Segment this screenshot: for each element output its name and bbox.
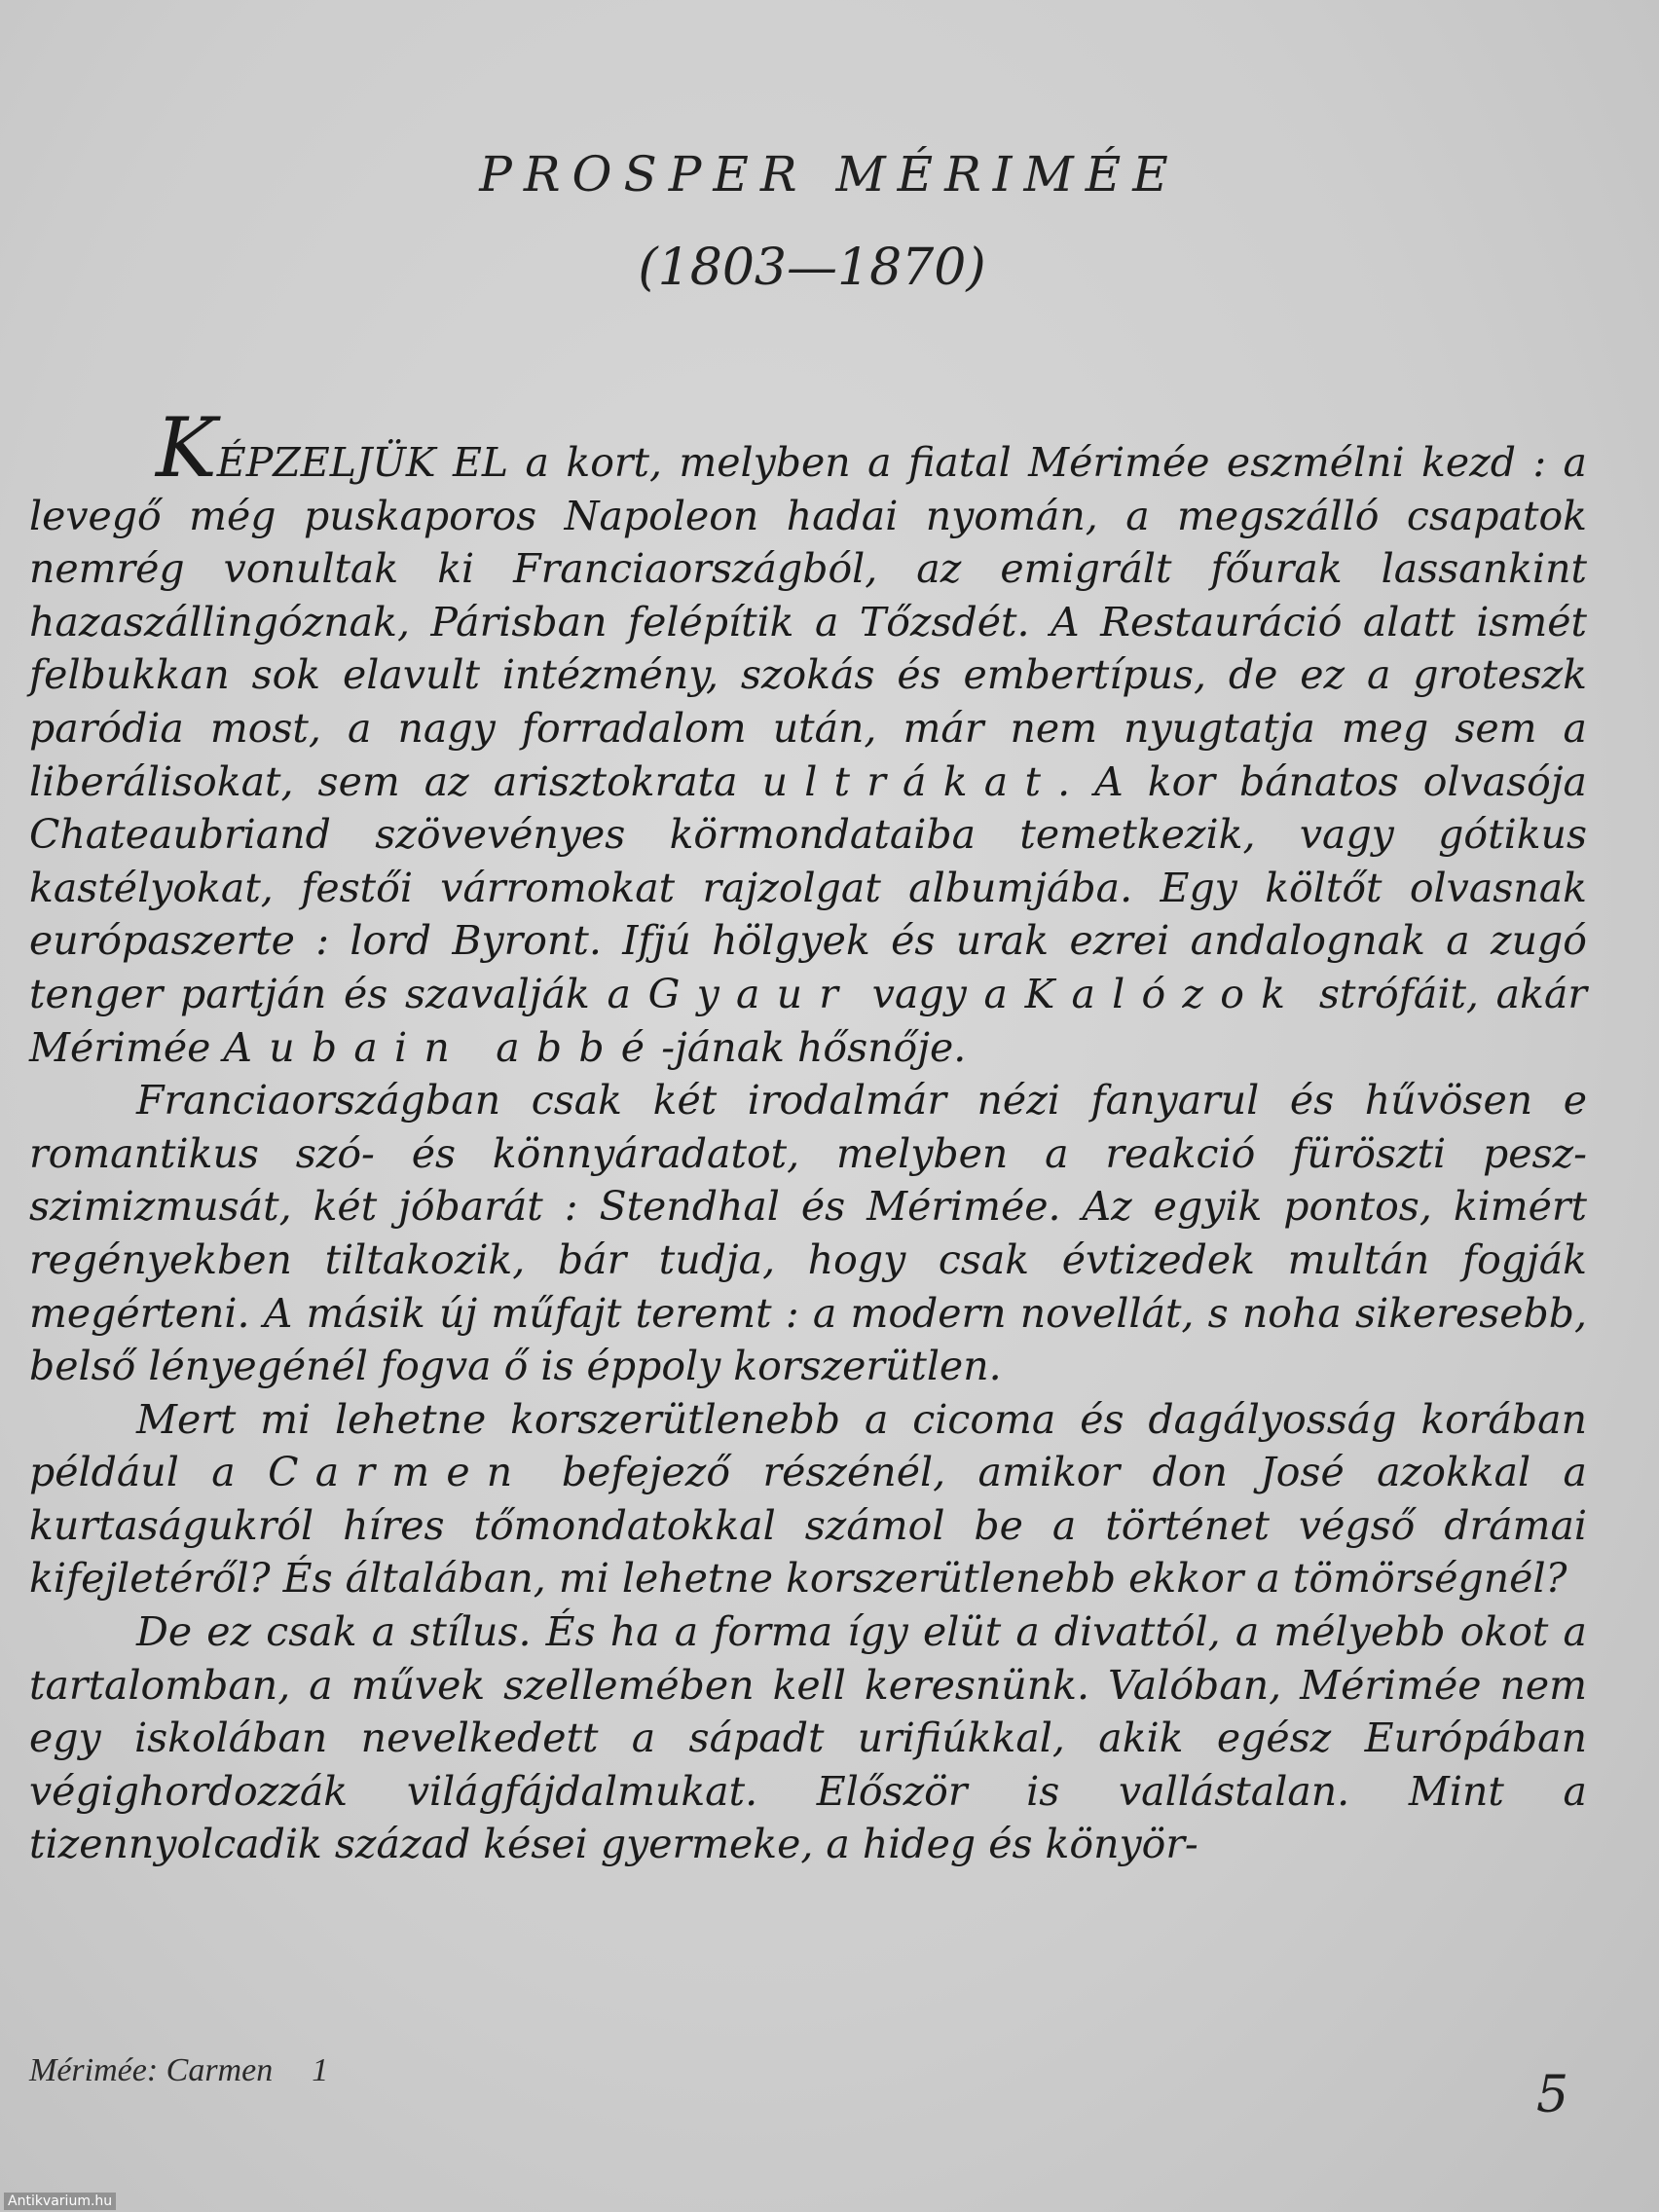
- paragraph-3-text-2: befejező részénél, amikor don José azokkal a kurtaságukról híres tőmondatokkal számol be a történet végső drámai kifejletéről? És általában, mi lehetne korszerütlenebb ekkor a tömörségnél?: [29, 1449, 1588, 1603]
- watermark: Antikvarium.hu: [4, 2193, 116, 2210]
- signature-number: 1: [312, 2052, 329, 2088]
- emphasis-kalozok: Kalózok: [1024, 970, 1303, 1017]
- paragraph-4: De ez csak a stílus. És ha a forma így elüt a divattól, a mélyebb okot a tartalomban, a művek szellemében kell keresnünk. Valóban, Mérimée nem egy iskolában nevelkedett a sápadt urifiúkkal, akik egész Európában végighordozzák világfájdalmukat. Először is vallástalan. Mint a tizennyolcadik század kései gyermeke, a hideg és könyör-: [29, 1608, 1587, 1868]
- emphasis-aubain-abbe: Aubain abbé: [223, 1023, 662, 1071]
- paragraph-1-text-3: vagy a: [855, 970, 1025, 1017]
- paragraph-1-text-2: . A kor bánatos olvasója Chateaubriand szövevényes körmondataiba temetkezik, vagy gótikus kastélyokat, festői várromokat rajzolgat albumjába. Egy költőt olvasnak európaszerte : lord Byront. Ifjú hölgyek és urak ezrei andalognak a zugó tenger partján és szavalják a: [29, 757, 1587, 1017]
- body-text: [29, 400, 1588, 1871]
- chapter-dates: (1803—1870): [638, 239, 986, 297]
- paragraph-3: [29, 1393, 1587, 1605]
- paragraph-1: [29, 400, 1588, 1074]
- paragraph-1-text-1: a kort, melyben a fiatal Mérimée eszmélni kezd : a levegő még puskaporos Napoleon hadai nyomán, a megszálló csapatok nemrég vonultak ki Franciaországból, az emigrált főurak lassankint hazaszállingóznak, Párisban felépítik a Tőzsdét. A Restauráció alatt ismét felbukkan sok elavult intézmény, szokás és embertípus, de ez a groteszk paródia most, a nagy forradalom után, már nem nyugtatja meg sem a liberálisokat, sem az arisztokrata: [29, 439, 1588, 805]
- drop-cap: K: [156, 400, 217, 496]
- chapter-title: PROSPER MÉRIMÉE: [479, 146, 1180, 203]
- emphasis-carmen: Carmen: [268, 1449, 530, 1496]
- signature-text: Mérimée: Carmen: [29, 2052, 274, 2088]
- printer-signature: [29, 2052, 328, 2089]
- paragraph-1-text-4: strófáit, akár Mérimée: [29, 970, 1587, 1071]
- lead-in: ÉPZELJÜK EL: [216, 439, 509, 486]
- emphasis-ultrakat: ultrákat: [761, 757, 1058, 805]
- paragraph-2: Franciaországban csak két irodalmár nézi fanyarul és hűvösen e romantikus szó- és könnyáradatot, melyben a reakció füröszti peszszimizmusát, két jóbarát : Stendhal és Mérimée. Az egyik pontos, kimért regényekben tiltakozik, bár tudja, hogy csak évtizedek multán fogják megérteni. A másik új műfajt teremt : a modern novellát, s noha sikeresebb, belső lényegénél fogva ő is éppoly korszerütlen.: [29, 1077, 1587, 1390]
- paragraph-1-text-5: -jának hősnője.: [661, 1023, 967, 1071]
- paragraph-3-text-1: Mert mi lehetne korszerütlenebb a cicoma és dagályosság korában például a: [29, 1395, 1587, 1496]
- emphasis-gyaur: Gyaur: [647, 970, 856, 1017]
- page-number: 5: [1536, 2066, 1569, 2124]
